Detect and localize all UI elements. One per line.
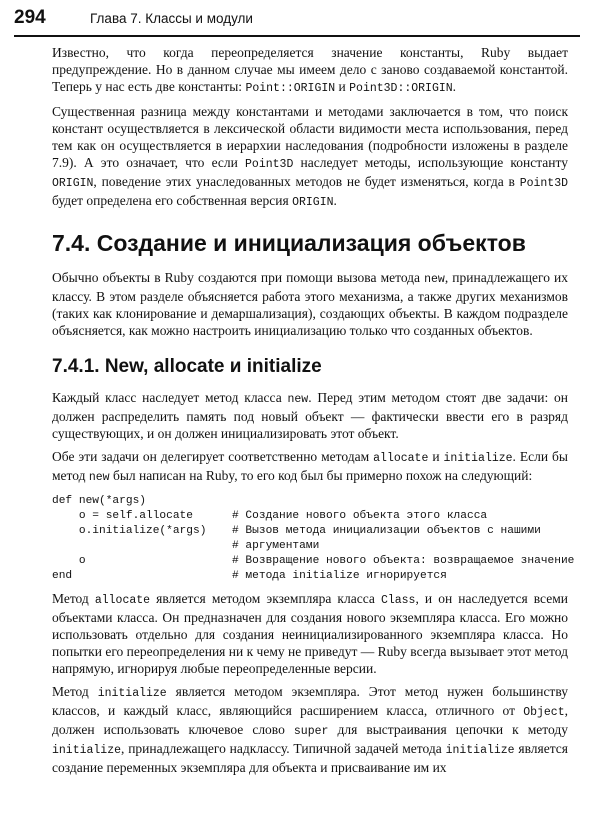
inline-code: allocate bbox=[94, 594, 151, 607]
inline-code: initialize bbox=[443, 452, 513, 465]
inline-code: Class bbox=[380, 594, 416, 607]
inline-code: Point3D::ORIGIN bbox=[349, 82, 453, 95]
inline-code: new bbox=[424, 273, 445, 286]
code-line: o.initialize(*args) # Вызов метода инициализации объектов с нашими bbox=[52, 525, 541, 537]
paragraph-section-intro: Обычно объекты в Ruby создаются при помощи вызова метода new, принадлежащего их классу. В этом разделе объясняется работа этого механизма, а также других механизмов (таких как клонирование и демаршализация), создающих объекты. В каждом подразделе объясняется, как можно настроить инициализацию только что созданных объектов. bbox=[52, 270, 569, 338]
code-line: o = self.allocate # Создание нового объекта этого класса bbox=[52, 510, 488, 522]
inline-code: Point3D bbox=[245, 158, 294, 171]
inline-code: new bbox=[287, 393, 309, 406]
inline-code: Object bbox=[523, 706, 565, 719]
inline-code: allocate bbox=[373, 452, 429, 465]
inline-code: super bbox=[293, 725, 329, 738]
paragraph-delegation: Обе эти задачи он делегирует соответственно методам allocate и initialize. Если бы метод new был написан на Ruby, то его код был бы примерно похож на следующий: bbox=[52, 449, 569, 484]
paragraph-constants-warning: Известно, что когда переопределяется значение константы, Ruby выдает предупреждение. Но в данном случае мы имеем дело с заново создаваемой константой. Теперь у нас есть две константы: Point::ORIGIN и Point3D::ORIGIN. bbox=[52, 45, 568, 95]
inline-code: Point::ORIGIN bbox=[245, 82, 336, 95]
paragraph-allocate: Метод allocate является методом экземпляра класса Class, и он наследуется всеми объектами класса. Он предназначен для создания нового экземпляра класса. Его можно использовать отдельно для создания неинициализированного экземпляра класса. Но попытки его переопределения ни к чему не приведут — Ruby всегда вызывает этот метод напрямую, игнорируя любые переопределенные версии. bbox=[52, 591, 568, 676]
code-line: # аргументами bbox=[232, 540, 320, 552]
paragraph-new-tasks: Каждый класс наследует метод класса new. Перед этим методом стоят две задачи: он должен распределить память под новый объект — фактически ввести его в разряд существующих, и он должен инициализировать этот объект. bbox=[52, 390, 568, 441]
inline-code: Point3D bbox=[519, 177, 568, 190]
paragraph-initialize: Метод initialize является методом экземпляра. Этот метод нужен большинству классов, и каждый класс, являющийся расширением класса, отличного от Object, должен использовать ключевое слово super для выстраивания цепочки к методу initialize, принадлежащего надклассу. Типичной задачей метода initialize является создание переменных экземпляра для объекта и присваивание им их bbox=[52, 684, 569, 775]
inline-code: initialize bbox=[445, 744, 515, 757]
subsection-heading: 7.4.1. New, allocate и initialize bbox=[52, 356, 322, 377]
page-number: 294 bbox=[14, 7, 46, 28]
code-line: o # Возвращение нового объекта: возвращаемое значение bbox=[52, 555, 575, 567]
inline-code: ORIGIN bbox=[52, 177, 94, 190]
inline-code: ORIGIN bbox=[292, 196, 334, 209]
code-line: end # метода initialize игнорируется bbox=[52, 570, 447, 582]
code-line: def new(*args) bbox=[52, 495, 146, 507]
page-body bbox=[52, 44, 575, 782]
header-rule bbox=[14, 35, 580, 37]
inline-code: initialize bbox=[52, 744, 122, 757]
paragraph-constant-lookup: Существенная разница между константами и методами заключается в том, что поиск констант осуществляется в лексической области видимости места использования, перед тем как он осуществляется в иерархии наследования (подробности изложены в разделе 7.9). А это означает, что если Point3D наследует методы, использующие константу ORIGIN, поведение этих унаследованных методов не будет изменяться, когда в Point3D будет определена его собственная версия ORIGIN. bbox=[52, 104, 568, 209]
section-heading: 7.4. Создание и инициализация объектов bbox=[52, 230, 526, 256]
page-header bbox=[0, 6, 600, 34]
running-head: Глава 7. Классы и модули bbox=[90, 11, 253, 26]
code-listing bbox=[52, 494, 575, 584]
inline-code: new bbox=[88, 471, 110, 484]
inline-code: initialize bbox=[97, 687, 167, 700]
